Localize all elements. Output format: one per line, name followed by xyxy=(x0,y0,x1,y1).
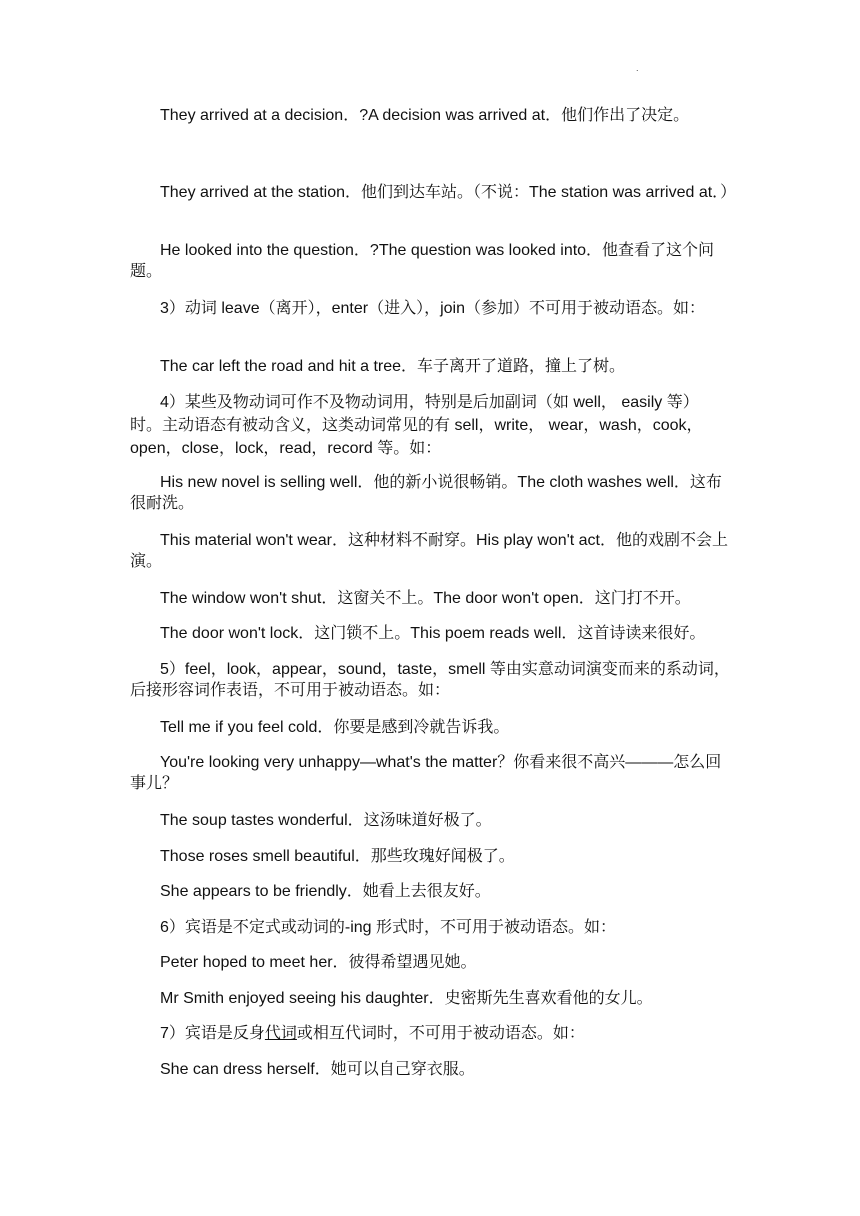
paragraph: 6）宾语是不定式或动词的-ing 形式时，不可用于被动语态。如： xyxy=(160,919,617,936)
paragraph: This material won't wear．这种材料不耐穿。His play won't act．他的戏剧不会上演。 xyxy=(130,532,728,570)
paragraph: She appears to be friendly．她看上去很友好。 xyxy=(160,883,491,900)
pronoun-link[interactable]: 代词 xyxy=(264,1025,297,1042)
paragraph: The window won't shut．这窗关不上。The door won't open．这门打不开。 xyxy=(160,590,691,607)
paragraph: The car left the road and hit a tree．车子离开了道路，撞上了树。 xyxy=(160,358,626,375)
paragraph: They arrived at the station．他们到达车站。（不说：The station was arrived at．） xyxy=(160,184,737,201)
paragraph: Those roses smell beautiful．那些玫瑰好闻极了。 xyxy=(160,848,515,865)
paragraph: Peter hoped to meet her．彼得希望遇见她。 xyxy=(160,954,477,971)
paragraph: His new novel is selling well．他的新小说很畅销。The cloth washes well．这布很耐洗。 xyxy=(130,474,722,512)
paragraph: 3）动词 leave（离开），enter（进入），join（参加）不可用于被动语态。如： xyxy=(160,300,705,317)
paragraph-text: 7）宾语是反身 xyxy=(160,1025,265,1042)
paragraph-text: 或相互代词时，不可用于被动语态。如： xyxy=(296,1025,585,1042)
paragraph: He looked into the question．?The question was looked into．他查看了这个问题。 xyxy=(130,242,715,280)
paragraph: She can dress herself．她可以自己穿衣服。 xyxy=(160,1061,475,1078)
paragraph: You're looking very unhappy—what's the matter？你看来很不高兴———怎么回事儿？ xyxy=(130,754,722,792)
paragraph: Tell me if you feel cold．你要是感到冷就告诉我。 xyxy=(160,719,510,736)
paragraph: 4）某些及物动词可作不及物动词用，特别是后加副词（如 well， easily 等）时。主动语态有被动含义，这类动词常见的有 sell，write， wear，wash，cook，open，close，lock，read，record 等。如： xyxy=(130,394,703,457)
paragraph: The soup tastes wonderful．这汤味道好极了。 xyxy=(160,812,492,829)
paragraph xyxy=(130,1023,730,1044)
header-mark: . xyxy=(636,63,639,73)
paragraph: Mr Smith enjoyed seeing his daughter．史密斯先生喜欢看他的女儿。 xyxy=(160,990,653,1007)
paragraph: 5）feel，look，appear，sound，taste，smell 等由实意动词演变而来的系动词，后接形容词作表语，不可用于被动语态。如： xyxy=(130,661,730,699)
paragraph: They arrived at a decision．?A decision was arrived at．他们作出了决定。 xyxy=(160,107,690,124)
paragraph: The door won't lock．这门锁不上。This poem reads well．这首诗读来很好。 xyxy=(160,625,706,642)
